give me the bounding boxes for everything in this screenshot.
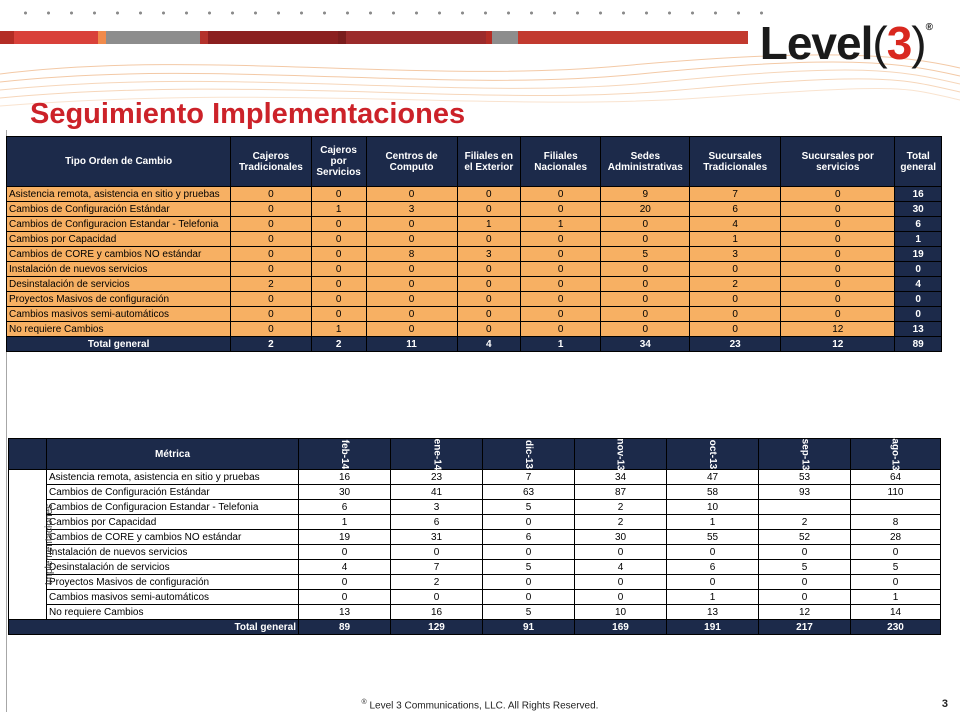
table-cell: 0 [601, 277, 690, 292]
table-cell: 0 [521, 247, 601, 262]
row-label: Cambios masivos semi-automáticos [47, 590, 299, 605]
table-header-row [7, 137, 942, 187]
table-cell: 6 [690, 202, 781, 217]
column-header-label: ago-13 [889, 437, 901, 471]
table-cell: 6 [299, 500, 391, 515]
table-row [9, 500, 941, 515]
table-cell: 0 [759, 545, 851, 560]
table-row [9, 545, 941, 560]
table-cell: 0 [231, 247, 311, 262]
table-row [9, 530, 941, 545]
copyright-text: Level 3 Communications, LLC. All Rights Reserved. [366, 700, 599, 712]
total-cell: 129 [391, 620, 483, 635]
decorative-color-band [0, 31, 748, 44]
row-label: Cambios de Configuracion Estandar - Telefonia [47, 500, 299, 515]
table-cell: 0 [231, 292, 311, 307]
table-cell: 0 [759, 590, 851, 605]
column-header-label: oct-13 [706, 439, 718, 469]
table-cell: 0 [521, 187, 601, 202]
row-label: Cambios de Configuracion Estandar - Telefonia [7, 217, 231, 232]
table-row [9, 590, 941, 605]
table-cell: 7 [483, 470, 575, 485]
table-cell: 0 [311, 187, 366, 202]
row-label: Cambios por Capacidad [47, 515, 299, 530]
table-cell: 12 [781, 322, 895, 337]
table-cell: 0 [457, 322, 520, 337]
table-cell: 9 [601, 187, 690, 202]
table-cell: 16 [895, 187, 942, 202]
table-cell: 0 [311, 262, 366, 277]
table-cell: 0 [457, 262, 520, 277]
table-cell: 2 [231, 277, 311, 292]
level3-logo: Level(3)® [759, 17, 932, 69]
column-header: Sucursales Tradicionales [690, 137, 781, 187]
band-segment [492, 31, 518, 44]
table-cell: 110 [851, 485, 941, 500]
band-segment [14, 31, 98, 44]
column-header [667, 439, 759, 470]
table-cell: 0 [895, 292, 942, 307]
table-cell: 0 [391, 545, 483, 560]
table-cell: 0 [521, 322, 601, 337]
total-cell: 191 [667, 620, 759, 635]
table-cell: 0 [781, 202, 895, 217]
table-cell: 0 [667, 575, 759, 590]
table-cell: 3 [366, 202, 457, 217]
table-cell: 0 [311, 247, 366, 262]
column-header: Cajeros por Servicios [311, 137, 366, 187]
column-header-label: feb-14 [338, 439, 350, 469]
table-row [9, 470, 941, 485]
table-cell: 5 [851, 560, 941, 575]
table-cell: 2 [759, 515, 851, 530]
table-cell: 1 [457, 217, 520, 232]
table-cell: 20 [601, 202, 690, 217]
table-row [7, 277, 942, 292]
table-cell: 0 [391, 590, 483, 605]
table-cell: 55 [667, 530, 759, 545]
table-total-row [9, 620, 941, 635]
band-segment [106, 31, 200, 44]
table-row [9, 515, 941, 530]
table-cell: 41 [391, 485, 483, 500]
band-segment [98, 31, 106, 44]
row-label: Cambios de CORE y cambios NO estándar [7, 247, 231, 262]
table-cell: 0 [299, 590, 391, 605]
row-label: Proyectos Masivos de configuración [47, 575, 299, 590]
total-cell: 1 [521, 337, 601, 352]
table-cell: 0 [231, 307, 311, 322]
table-cell: 10 [667, 500, 759, 515]
table-cell: 0 [895, 262, 942, 277]
table-row [7, 232, 942, 247]
table-cell: 34 [575, 470, 667, 485]
row-label: Instalación de nuevos servicios [7, 262, 231, 277]
table-cell: 0 [690, 262, 781, 277]
table-cell: 0 [690, 322, 781, 337]
table-cell: 52 [759, 530, 851, 545]
table-cell: 0 [895, 307, 942, 322]
column-header: Centros de Computo [366, 137, 457, 187]
table-cell: 93 [759, 485, 851, 500]
table-cell: 4 [575, 560, 667, 575]
table-cell: 0 [299, 575, 391, 590]
table-row [7, 202, 942, 217]
table-row [7, 322, 942, 337]
table-cell: 0 [575, 590, 667, 605]
table-cell: 0 [311, 232, 366, 247]
table-cell: 0 [781, 187, 895, 202]
table-cell: 13 [667, 605, 759, 620]
table-cell: 6 [483, 530, 575, 545]
table-cell: 1 [667, 515, 759, 530]
table-cell: 0 [366, 262, 457, 277]
table-cell: 30 [299, 485, 391, 500]
table-cell: 10 [575, 605, 667, 620]
table-cell: 47 [667, 470, 759, 485]
row-label: Desinstalación de servicios [7, 277, 231, 292]
table-cell: 0 [521, 232, 601, 247]
table-row [9, 575, 941, 590]
band-segment [338, 31, 346, 44]
table-cell: 0 [366, 217, 457, 232]
metricas-table [8, 438, 941, 635]
column-header: Tipo Orden de Cambio [7, 137, 231, 187]
table-row [7, 247, 942, 262]
table-cell: 30 [575, 530, 667, 545]
row-label: Asistencia remota, asistencia en sitio y pruebas [47, 470, 299, 485]
table-total-row [7, 337, 942, 352]
column-header: Sedes Administrativas [601, 137, 690, 187]
table-cell: 0 [483, 590, 575, 605]
column-header [759, 439, 851, 470]
column-header-label: sep-13 [799, 438, 810, 470]
table-cell: 58 [667, 485, 759, 500]
table-cell: 0 [231, 262, 311, 277]
table-cell [851, 500, 941, 515]
table-cell: 0 [781, 292, 895, 307]
orden-de-cambio-table [6, 136, 942, 352]
table-cell: 2 [575, 515, 667, 530]
table-cell: 5 [483, 560, 575, 575]
table-cell: 30 [895, 202, 942, 217]
column-header [851, 439, 941, 470]
table-cell: 0 [575, 575, 667, 590]
column-header: Filiales en el Exterior [457, 137, 520, 187]
row-label: Cambios por Capacidad [7, 232, 231, 247]
table-cell: 0 [781, 262, 895, 277]
band-segment [346, 31, 486, 44]
table-cell: 0 [521, 277, 601, 292]
total-cell: 217 [759, 620, 851, 635]
total-cell: 89 [895, 337, 942, 352]
table-cell: 0 [521, 307, 601, 322]
table-cell: 0 [231, 322, 311, 337]
table-header-row [9, 439, 941, 470]
table-cell: 7 [690, 187, 781, 202]
table-cell: 0 [781, 247, 895, 262]
decorative-dot-row [14, 10, 774, 16]
table-cell: 0 [231, 232, 311, 247]
table-cell: 7 [391, 560, 483, 575]
row-label: Asistencia remota, asistencia en sitio y pruebas [7, 187, 231, 202]
table-cell: 13 [299, 605, 391, 620]
copyright-footer [0, 699, 960, 711]
total-cell: 23 [690, 337, 781, 352]
total-cell: 12 [781, 337, 895, 352]
table-cell: 0 [601, 217, 690, 232]
total-cell: 2 [231, 337, 311, 352]
table-cell: 0 [575, 545, 667, 560]
table-cell: 2 [391, 575, 483, 590]
table-cell: 5 [759, 560, 851, 575]
table-row [7, 217, 942, 232]
table-cell [759, 500, 851, 515]
band-segment [200, 31, 208, 44]
column-header: Cajeros Tradicionales [231, 137, 311, 187]
table-cell: 16 [299, 470, 391, 485]
table-cell: 8 [851, 515, 941, 530]
table-cell: 0 [311, 307, 366, 322]
table-cell: 0 [781, 232, 895, 247]
table-cell: 0 [601, 322, 690, 337]
table-cell: 0 [231, 202, 311, 217]
table-cell: 1 [299, 515, 391, 530]
table-cell: 0 [457, 187, 520, 202]
table-cell: 1 [311, 202, 366, 217]
table-cell: 53 [759, 470, 851, 485]
table-cell: 0 [521, 292, 601, 307]
column-header [391, 439, 483, 470]
table-cell: 19 [895, 247, 942, 262]
table-row [9, 605, 941, 620]
table-cell: 0 [851, 575, 941, 590]
table-row [7, 262, 942, 277]
table-cell: 64 [851, 470, 941, 485]
table-cell: 0 [457, 202, 520, 217]
column-header [299, 439, 391, 470]
table-cell: 0 [851, 545, 941, 560]
total-cell: 91 [483, 620, 575, 635]
table-cell: 1 [667, 590, 759, 605]
total-cell: 169 [575, 620, 667, 635]
table-cell: 0 [483, 515, 575, 530]
table-cell: 12 [759, 605, 851, 620]
band-segment [518, 31, 748, 44]
table-cell: 0 [457, 307, 520, 322]
table-cell: 0 [690, 307, 781, 322]
table-cell: 4 [299, 560, 391, 575]
table-row [9, 560, 941, 575]
table-cell: 0 [483, 545, 575, 560]
table-cell: 3 [457, 247, 520, 262]
table-cell: 1 [851, 590, 941, 605]
table-cell: 6 [391, 515, 483, 530]
table-cell: 0 [457, 292, 520, 307]
table-cell: 0 [601, 292, 690, 307]
table-cell: 23 [391, 470, 483, 485]
table-cell: 0 [483, 575, 575, 590]
table-cell: 0 [690, 292, 781, 307]
table-cell: 0 [366, 307, 457, 322]
table-cell: 0 [299, 545, 391, 560]
table-cell: 0 [231, 187, 311, 202]
row-label: Cambios de Configuración Estándar [47, 485, 299, 500]
table-cell: 14 [851, 605, 941, 620]
table-cell: 1 [521, 217, 601, 232]
table-cell: 0 [366, 232, 457, 247]
row-label: No requiere Cambios [7, 322, 231, 337]
page-number: 3 [941, 698, 948, 710]
group-label-cell [9, 470, 56, 620]
table-cell: 0 [311, 277, 366, 292]
row-label: Cambios de Configuración Estándar [7, 202, 231, 217]
table-cell: 0 [521, 262, 601, 277]
row-label: Desinstalación de servicios [47, 560, 299, 575]
row-label: Instalación de nuevos servicios [47, 545, 299, 560]
table-cell: 19 [299, 530, 391, 545]
table-cell: 87 [575, 485, 667, 500]
column-header-label: dic-13 [523, 439, 534, 469]
table-row [7, 292, 942, 307]
column-header: Métrica [47, 439, 299, 470]
table-cell: 31 [391, 530, 483, 545]
table-cell: 0 [781, 277, 895, 292]
band-segment [208, 31, 338, 44]
table-cell: 0 [781, 217, 895, 232]
total-cell: 89 [299, 620, 391, 635]
total-label: Total general [9, 620, 299, 635]
corner-cell [9, 439, 47, 470]
table-cell: 2 [690, 277, 781, 292]
table-row [7, 307, 942, 322]
total-cell: 2 [311, 337, 366, 352]
column-header [483, 439, 575, 470]
table-cell: 0 [601, 307, 690, 322]
table-cell: 0 [601, 232, 690, 247]
table-cell: 6 [667, 560, 759, 575]
table-cell: 3 [690, 247, 781, 262]
table-cell: 0 [231, 217, 311, 232]
registered-mark: ® [361, 699, 367, 706]
table-cell: 8 [366, 247, 457, 262]
group-label: Implementaciones [44, 503, 56, 586]
band-segment [0, 31, 14, 44]
table-cell: 3 [391, 500, 483, 515]
table-cell: 0 [311, 292, 366, 307]
table-cell: 6 [895, 217, 942, 232]
table-cell: 0 [781, 307, 895, 322]
table-row [7, 187, 942, 202]
table-cell: 4 [895, 277, 942, 292]
table-cell: 13 [895, 322, 942, 337]
table-cell: 0 [366, 277, 457, 292]
total-cell: 11 [366, 337, 457, 352]
row-label: Cambios de CORE y cambios NO estándar [47, 530, 299, 545]
table-cell: 4 [690, 217, 781, 232]
row-label: Proyectos Masivos de configuración [7, 292, 231, 307]
table-cell: 0 [667, 545, 759, 560]
table-cell: 5 [601, 247, 690, 262]
column-header: Total general [895, 137, 942, 187]
total-label: Total general [7, 337, 231, 352]
column-header-label: ene-14 [431, 438, 442, 470]
table-cell: 63 [483, 485, 575, 500]
table-cell: 0 [759, 575, 851, 590]
table-cell: 0 [366, 292, 457, 307]
table-cell: 28 [851, 530, 941, 545]
table-cell: 0 [366, 322, 457, 337]
table-cell: 2 [575, 500, 667, 515]
table-cell: 0 [601, 262, 690, 277]
total-cell: 4 [457, 337, 520, 352]
table-cell: 5 [483, 500, 575, 515]
table-cell: 0 [457, 232, 520, 247]
table-cell: 0 [521, 202, 601, 217]
table-cell: 1 [311, 322, 366, 337]
table-cell: 0 [457, 277, 520, 292]
table-cell: 1 [895, 232, 942, 247]
table-cell: 1 [690, 232, 781, 247]
row-label: Cambios masivos semi-automáticos [7, 307, 231, 322]
column-header: Sucursales por servicios [781, 137, 895, 187]
column-header [575, 439, 667, 470]
table-cell: 0 [366, 187, 457, 202]
table-cell: 5 [483, 605, 575, 620]
page-title: Seguimiento Implementaciones [30, 98, 466, 130]
column-header: Filiales Nacionales [521, 137, 601, 187]
table-cell: 0 [311, 217, 366, 232]
column-header-label: nov-13 [614, 437, 626, 471]
total-cell: 230 [851, 620, 941, 635]
table-cell: 16 [391, 605, 483, 620]
table-row [9, 485, 941, 500]
total-cell: 34 [601, 337, 690, 352]
row-label: No requiere Cambios [47, 605, 299, 620]
